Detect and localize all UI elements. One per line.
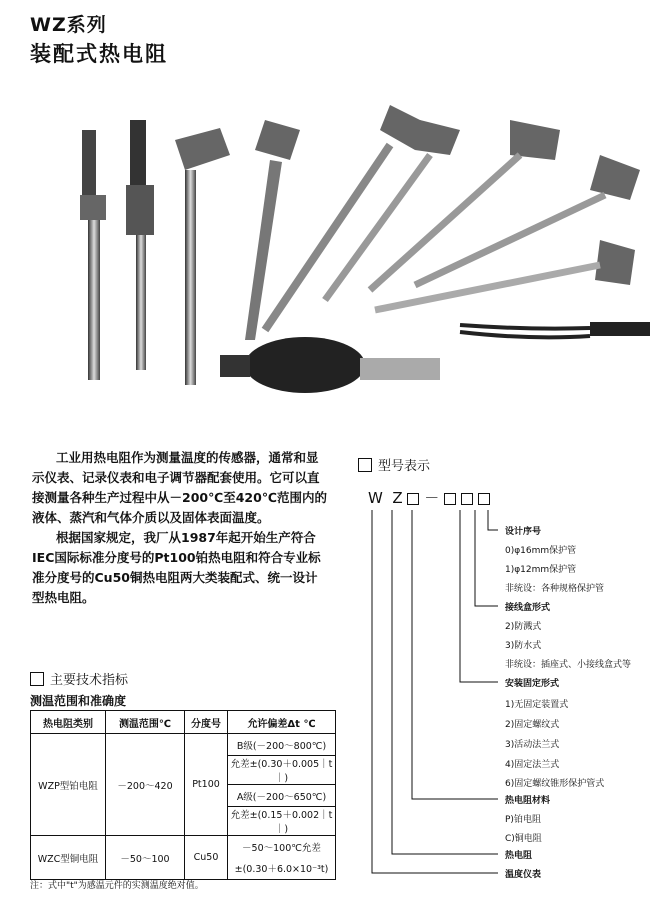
label-junction-3: 非统设：插座式、小接线盒式等	[505, 660, 632, 670]
label-junction: 接线盒形式	[505, 603, 551, 613]
cell-type: WZC型铜电阻	[31, 836, 106, 880]
cell-tolerance: 允差±(0.30＋0.005｜t｜)	[228, 756, 336, 785]
spec-subheading: 测温范围和准确度	[30, 694, 127, 708]
label-design-no: 设计序号	[505, 527, 542, 537]
col-header: 测温范围℃	[106, 711, 185, 734]
checkbox-square-icon	[358, 458, 372, 472]
label-mount-2: 2)固定螺纹式	[505, 720, 560, 730]
intro-line: 工业用热电阻作为测量温度的传感器，通常和显	[56, 450, 319, 465]
cell-index: Pt100	[185, 734, 228, 836]
cell-range: －200～420	[106, 734, 185, 836]
spec-table	[30, 710, 336, 880]
intro-paragraph-1	[32, 448, 350, 528]
model-heading	[358, 455, 430, 474]
label-mount: 安装固定形式	[505, 679, 560, 689]
intro-line: 准分度号的Cu50铜热电阻两大类装配式、统一设计	[32, 570, 318, 585]
model-tree-lines	[330, 500, 650, 890]
code-letter: －	[424, 489, 440, 507]
cell-tolerance: ±(0.30＋6.0×10⁻³t)	[228, 858, 336, 880]
label-rtd: 热电阻	[505, 851, 533, 861]
label-material: 热电阻材料	[505, 796, 551, 806]
spec-heading-text: 主要技术指标	[50, 673, 129, 688]
intro-paragraph-2	[32, 528, 350, 608]
cell-type: WZP型铂电阻	[31, 734, 106, 836]
spec-note: 注：式中"t"为感温元件的实测温度绝对值。	[30, 881, 204, 891]
col-header: 分度号	[185, 711, 228, 734]
label-design-1: 0)φ16mm保护管	[505, 546, 577, 556]
label-mount-1: 1)无固定装置式	[505, 700, 569, 710]
label-material-1: P)铂电阻	[505, 815, 541, 825]
label-junction-2: 3)防水式	[505, 641, 542, 651]
code-letter: Z	[392, 489, 403, 507]
cell-tolerance: A级(－200～650℃)	[228, 785, 336, 807]
label-junction-1: 2)防溅式	[505, 622, 542, 632]
label-mount-4: 4)固定法兰式	[505, 760, 560, 770]
model-tree	[330, 500, 650, 890]
intro-line: IEC国际标准分度号的Pt100铂热电阻和符合专业标	[32, 550, 321, 565]
label-instrument: 温度仪表	[505, 870, 542, 880]
title-series: WZ系列	[30, 14, 107, 36]
label-material-2: C)铜电阻	[505, 834, 542, 844]
intro-line: 示仪表、记录仪表和电子调节器配套使用。它可以直	[32, 470, 320, 485]
title-product: 装配式热电阻	[30, 42, 168, 66]
label-mount-5: 6)固定螺纹锥形保护管式	[505, 779, 605, 789]
col-header: 热电阻类别	[31, 711, 106, 734]
label-mount-3: 3)活动法兰式	[505, 740, 560, 750]
cell-tolerance: －50～100℃允差	[228, 836, 336, 858]
model-heading-text: 型号表示	[378, 459, 431, 474]
intro-line: 型热电阻。	[32, 590, 95, 605]
code-letter: W	[368, 489, 383, 507]
col-header: 允许偏差Δt ℃	[228, 711, 336, 734]
label-design-2: 1)φ12mm保护管	[505, 565, 577, 575]
intro-line: 接测量各种生产过程中从－200℃至420℃范围内的	[32, 490, 327, 505]
intro-line: 液体、蒸汽和气体介质以及固体表面温度。	[32, 510, 270, 525]
checkbox-square-icon	[30, 672, 44, 686]
cell-tolerance: B级(－200～800℃)	[228, 734, 336, 756]
cell-range: －50～100	[106, 836, 185, 880]
label-design-3: 非统设：各种规格保护管	[505, 584, 605, 594]
product-photo	[60, 100, 657, 430]
cell-index: Cu50	[185, 836, 228, 880]
intro-line: 根据国家规定，我厂从1987年起开始生产符合	[56, 530, 316, 545]
cell-tolerance: 允差±(0.15＋0.002｜t｜)	[228, 807, 336, 836]
spec-heading	[30, 669, 128, 688]
